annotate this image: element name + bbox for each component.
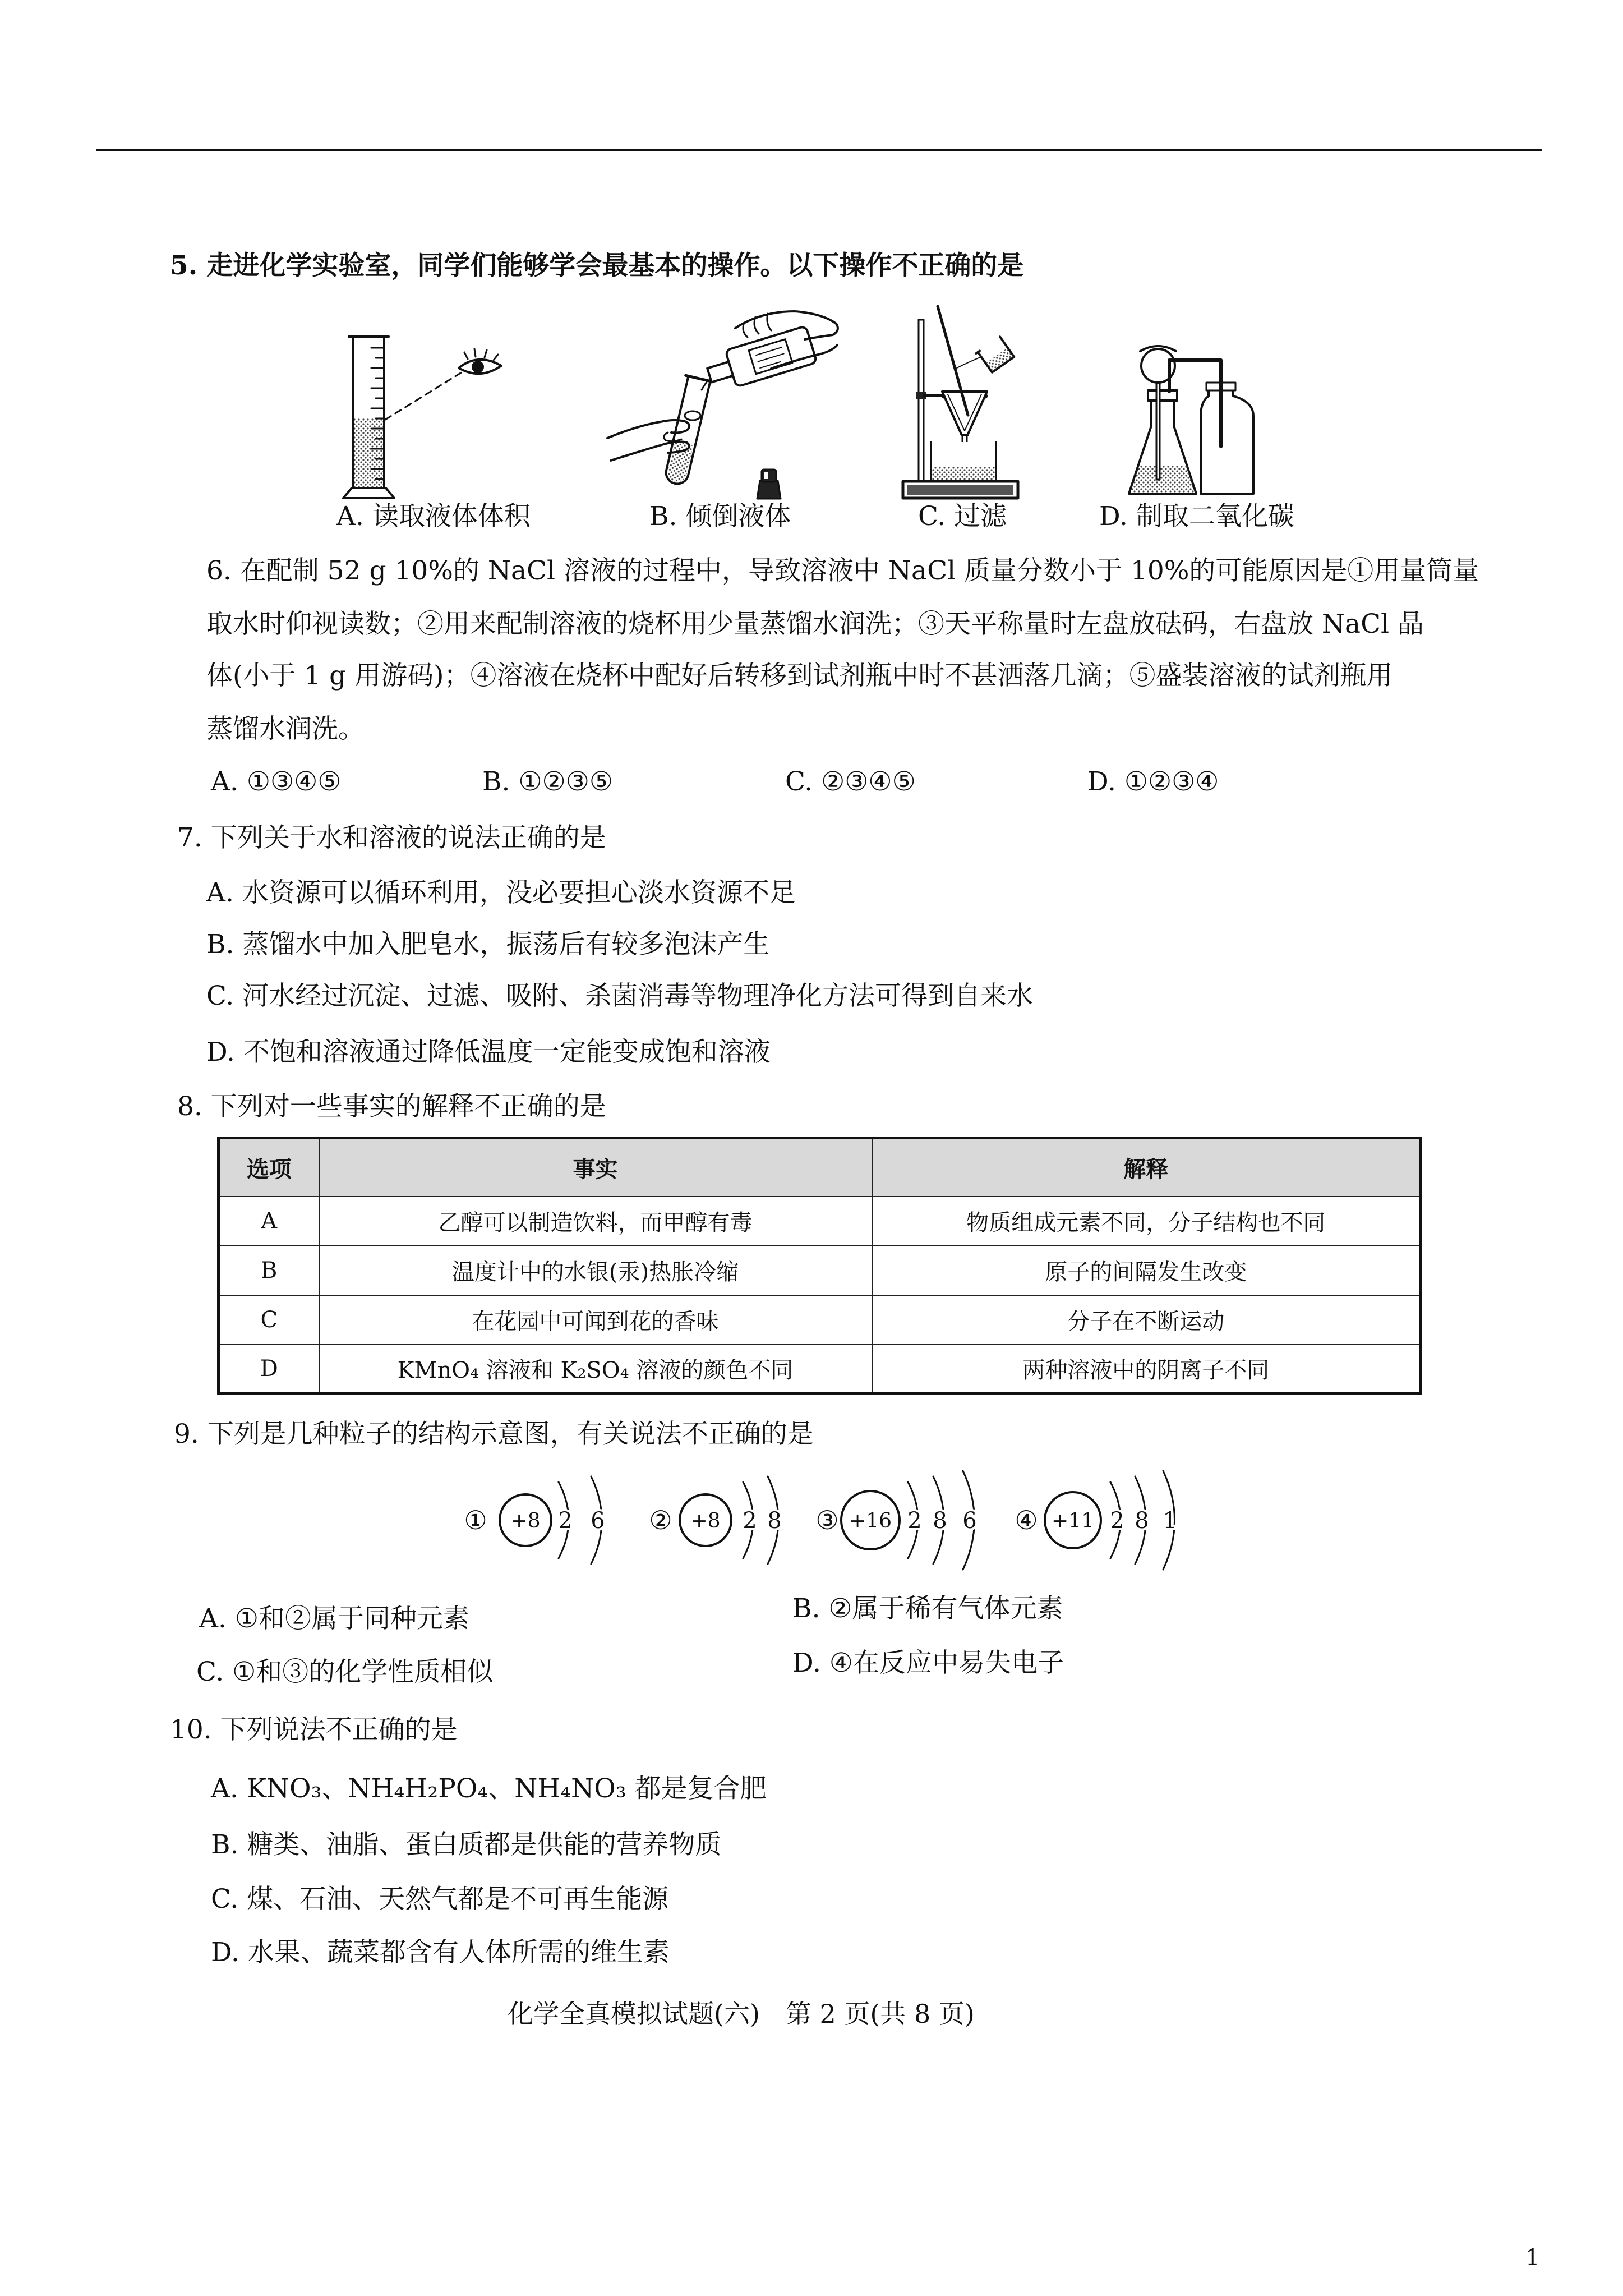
particle-2-nucleus: +8 (690, 1510, 721, 1533)
page-footer: 化学全真模拟试题(六) 第 2 页(共 8 页) (508, 1999, 975, 2029)
particle-4-shell-3: 1 (1163, 1508, 1177, 1534)
q10-stem: 10. 下列说法不正确的是 (170, 1714, 458, 1745)
q7-option-d: D. 不饱和溶液通过降低温度一定能变成饱和溶液 (206, 1037, 771, 1068)
particle-1-nucleus: +8 (510, 1510, 541, 1533)
particle-2-diagram (649, 1476, 781, 1564)
particle-3-shell-1: 2 (907, 1508, 922, 1534)
table-row (219, 1197, 1421, 1246)
q6-option-c: C. ②③④⑤ (785, 766, 916, 797)
cell-explanation: 物质组成元素不同，分子结构也不同 (872, 1197, 1421, 1246)
q6-option-d: D. ①②③④ (1087, 766, 1219, 797)
particle-2-shell-2: 8 (767, 1508, 782, 1534)
q6-option-a: A. ①③④⑤ (211, 766, 342, 797)
q10-option-a: A. KNO₃、NH₄H₂PO₄、NH₄NO₃ 都是复合肥 (211, 1773, 767, 1804)
q5-option-b: B. 倾倒液体 (649, 501, 791, 532)
header-option: 选项 (219, 1138, 319, 1197)
table-row (219, 1345, 1421, 1394)
q9-option-d: D. ④在反应中易失电子 (792, 1648, 1064, 1678)
q6-option-b: B. ①②③⑤ (482, 766, 613, 797)
q6-line-3: 体(小于 1 g 用游码)；④溶液在烧杯中配好后转移到试剂瓶中时不甚洒落几滴；⑤盛装溶液的试剂瓶用 (206, 660, 1393, 691)
q9-option-c: C. ①和③的化学性质相似 (196, 1657, 494, 1687)
q5-option-d: D. 制取二氧化碳 (1099, 501, 1294, 532)
q5-option-c: C. 过滤 (918, 501, 1007, 532)
cell-fact: 乙醇可以制造饮料，而甲醇有毒 (319, 1197, 872, 1246)
q9-stem: 9. 下列是几种粒子的结构示意图，有关说法不正确的是 (174, 1419, 814, 1450)
q8-table (217, 1137, 1422, 1395)
table-row (219, 1295, 1421, 1345)
particle-2-shell-1: 2 (743, 1508, 757, 1534)
cell-option: B (219, 1246, 319, 1295)
particle-1-shell-1: 2 (558, 1508, 573, 1534)
q5-option-a: A. 读取液体体积 (336, 501, 531, 532)
pouring-liquid-figure (603, 306, 844, 508)
table-header-row (219, 1138, 1421, 1197)
q5-stem: 5. 走进化学实验室，同学们能够学会最基本的操作。以下操作不正确的是 (170, 250, 1024, 281)
top-rule (96, 149, 1542, 151)
q10-option-b: B. 糖类、油脂、蛋白质都是供能的营养物质 (211, 1829, 722, 1860)
q7-stem: 7. 下列关于水和溶液的说法正确的是 (177, 822, 606, 853)
particle-4-shell-2: 8 (1135, 1508, 1149, 1534)
particle-3-label: ③ (815, 1505, 839, 1535)
q9-particle-diagrams (449, 1464, 1200, 1582)
page-number: 1 (1525, 2245, 1540, 2271)
cell-explanation: 原子的间隔发生改变 (872, 1246, 1421, 1295)
particle-3-nucleus: +16 (849, 1510, 892, 1533)
filtration-apparatus-figure (892, 303, 1071, 510)
cell-explanation: 分子在不断运动 (872, 1295, 1421, 1345)
particle-1-shell-2: 6 (591, 1508, 605, 1534)
particle-4-nucleus: +11 (1052, 1510, 1094, 1533)
q6-line-1: 6. 在配制 52 g 10%的 NaCl 溶液的过程中，导致溶液中 NaCl 质量分数小于 10%的可能原因是①用量筒量 (206, 555, 1479, 586)
particle-1-label: ① (464, 1505, 487, 1535)
particle-4-diagram (1015, 1471, 1177, 1570)
q10-option-d: D. 水果、蔬菜都含有人体所需的维生素 (211, 1937, 670, 1968)
cell-option: C (219, 1295, 319, 1345)
cell-explanation: 两种溶液中的阴离子不同 (872, 1345, 1421, 1394)
particle-2-label: ② (649, 1505, 672, 1535)
particle-4-label: ④ (1015, 1505, 1038, 1535)
particle-3-shell-3: 6 (962, 1508, 977, 1534)
q10-option-c: C. 煤、石油、天然气都是不可再生能源 (211, 1884, 669, 1915)
table-row (219, 1246, 1421, 1295)
cell-fact: KMnO₄ 溶液和 K₂SO₄ 溶液的颜色不同 (319, 1345, 872, 1394)
cell-fact: 温度计中的水银(汞)热胀冷缩 (319, 1246, 872, 1295)
co2-generation-apparatus-figure (1113, 331, 1281, 505)
q9-option-a: A. ①和②属于同种元素 (199, 1603, 469, 1634)
particle-1-diagram (464, 1476, 605, 1564)
header-explanation: 解释 (872, 1138, 1421, 1197)
q7-option-c: C. 河水经过沉淀、过滤、吸附、杀菌消毒等物理净化方法可得到自来水 (206, 981, 1034, 1011)
cell-fact: 在花园中可闻到花的香味 (319, 1295, 872, 1345)
cell-option: A (219, 1197, 319, 1246)
q9-option-b: B. ②属于稀有气体元素 (792, 1593, 1063, 1624)
q7-option-b: B. 蒸馏水中加入肥皂水，振荡后有较多泡沫产生 (206, 929, 770, 960)
q7-option-a: A. 水资源可以循环利用，没必要担心淡水资源不足 (206, 877, 796, 908)
graduated-cylinder-reading-figure (331, 320, 516, 505)
particle-3-shell-2: 8 (933, 1508, 947, 1534)
q6-line-4: 蒸馏水润洗。 (206, 714, 365, 744)
particle-4-shell-1: 2 (1110, 1508, 1124, 1534)
q6-line-2: 取水时仰视读数；②用来配制溶液的烧杯用少量蒸馏水润洗；③天平称量时左盘放砝码，右盘放 NaCl 晶 (206, 609, 1424, 639)
header-fact: 事实 (319, 1138, 872, 1197)
cell-option: D (219, 1345, 319, 1394)
q8-stem: 8. 下列对一些事实的解释不正确的是 (177, 1091, 606, 1122)
particle-3-diagram (815, 1471, 976, 1570)
